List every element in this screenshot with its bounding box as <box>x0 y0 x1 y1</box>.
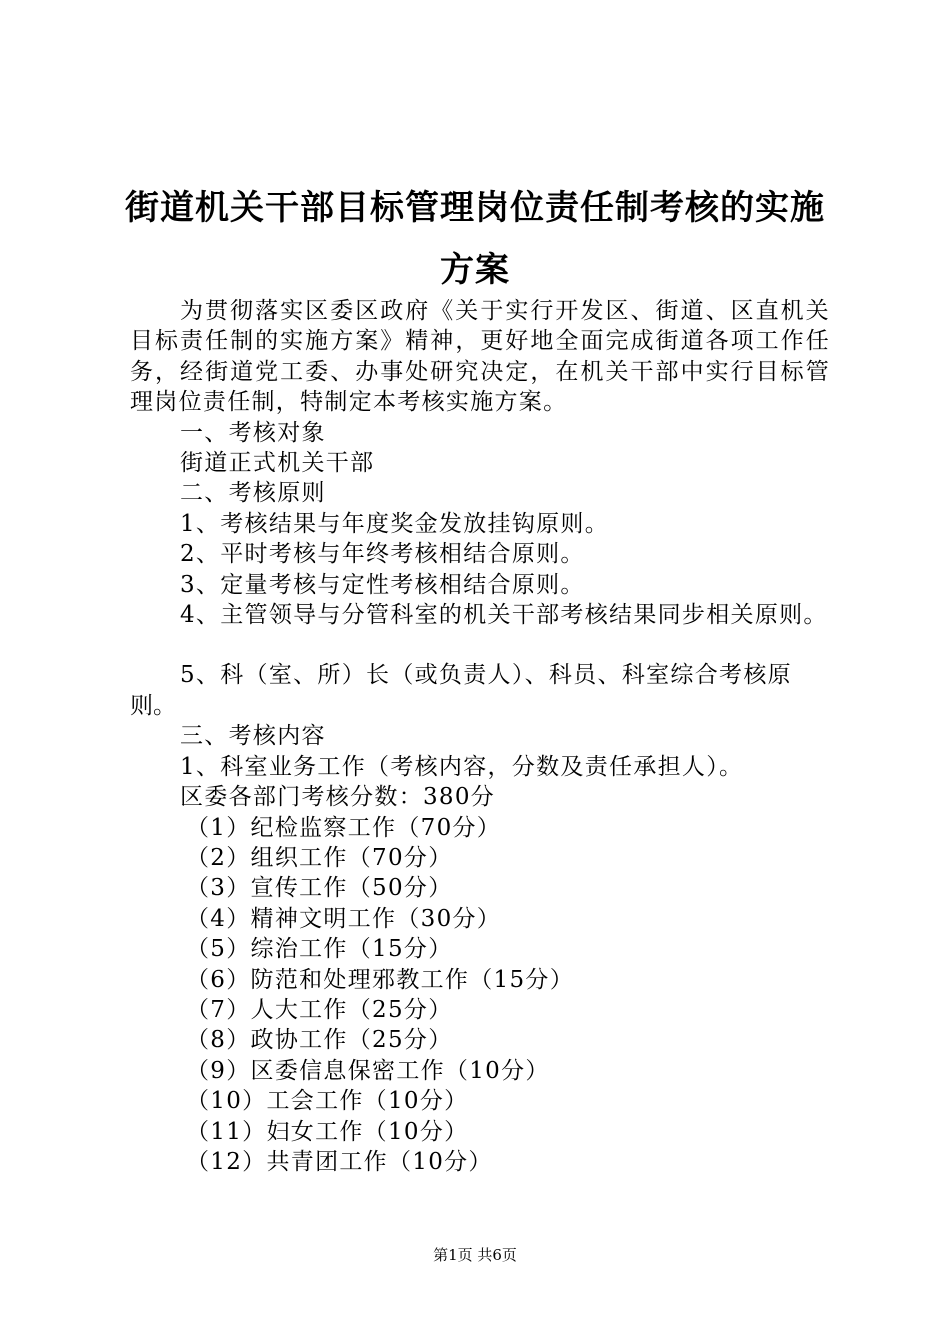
principle-1: 1、考核结果与年度奖金发放挂钩原则。 <box>180 510 610 537</box>
list-item: （8）政协工作（25分） <box>186 1027 453 1054</box>
principle-2: 2、平时考核与年终考核相结合原则。 <box>180 541 585 568</box>
principle-4: 4、主管领导与分管科室的机关干部考核结果同步相关原则。 <box>180 602 828 629</box>
principle-5-line-1: 5、科（室、所）长（或负责人）、科员、科室综合考核原 <box>180 662 792 689</box>
spacer <box>130 630 830 660</box>
list-item: （6）防范和处理邪教工作（15分） <box>186 966 574 993</box>
document-body <box>130 296 830 1177</box>
page-number-footer: 第1页 共6页 <box>433 1246 517 1264</box>
section-3-heading: 三、考核内容 <box>180 723 326 750</box>
document-title-line-1: 街道机关干部目标管理岗位责任制考核的实施 <box>125 188 825 228</box>
list-item: （5）综治工作（15分） <box>186 936 453 963</box>
list-item: （3）宣传工作（50分） <box>186 875 453 902</box>
list-item: （9）区委信息保密工作（10分） <box>186 1057 550 1084</box>
list-item: （1）纪检监察工作（70分） <box>186 814 502 841</box>
section-1-heading: 一、考核对象 <box>180 419 326 446</box>
document-title-line-2: 方案 <box>440 250 510 290</box>
list-item: （11）妇女工作（10分） <box>186 1118 469 1145</box>
list-item: （7）人大工作（25分） <box>186 996 453 1023</box>
content-1: 1、科室业务工作（考核内容，分数及责任承担人）。 <box>180 753 744 780</box>
section-2-heading: 二、考核原则 <box>180 480 326 507</box>
principle-3: 3、定量考核与定性考核相结合原则。 <box>180 571 585 598</box>
list-item: （10）工会工作（10分） <box>186 1088 469 1115</box>
section-1-text: 街道正式机关干部 <box>180 450 375 477</box>
list-item: （4）精神文明工作（30分） <box>186 905 502 932</box>
list-item: （2）组织工作（70分） <box>186 844 453 871</box>
content-score-total: 区委各部门考核分数：380分 <box>180 784 496 811</box>
principle-5-line-2: 则。 <box>130 692 176 719</box>
intro-paragraph: 为贯彻落实区委区政府《关于实行开发区、街道、区直机关目标责任制的实施方案》精神，更好地全面完成街道各项工作任务，经街道党工委、办事处研究决定，在机关干部中实行目标管理岗位责任制，特制定本考核实施方案。 <box>130 298 830 416</box>
list-item: （12）共青团工作（10分） <box>186 1148 493 1175</box>
